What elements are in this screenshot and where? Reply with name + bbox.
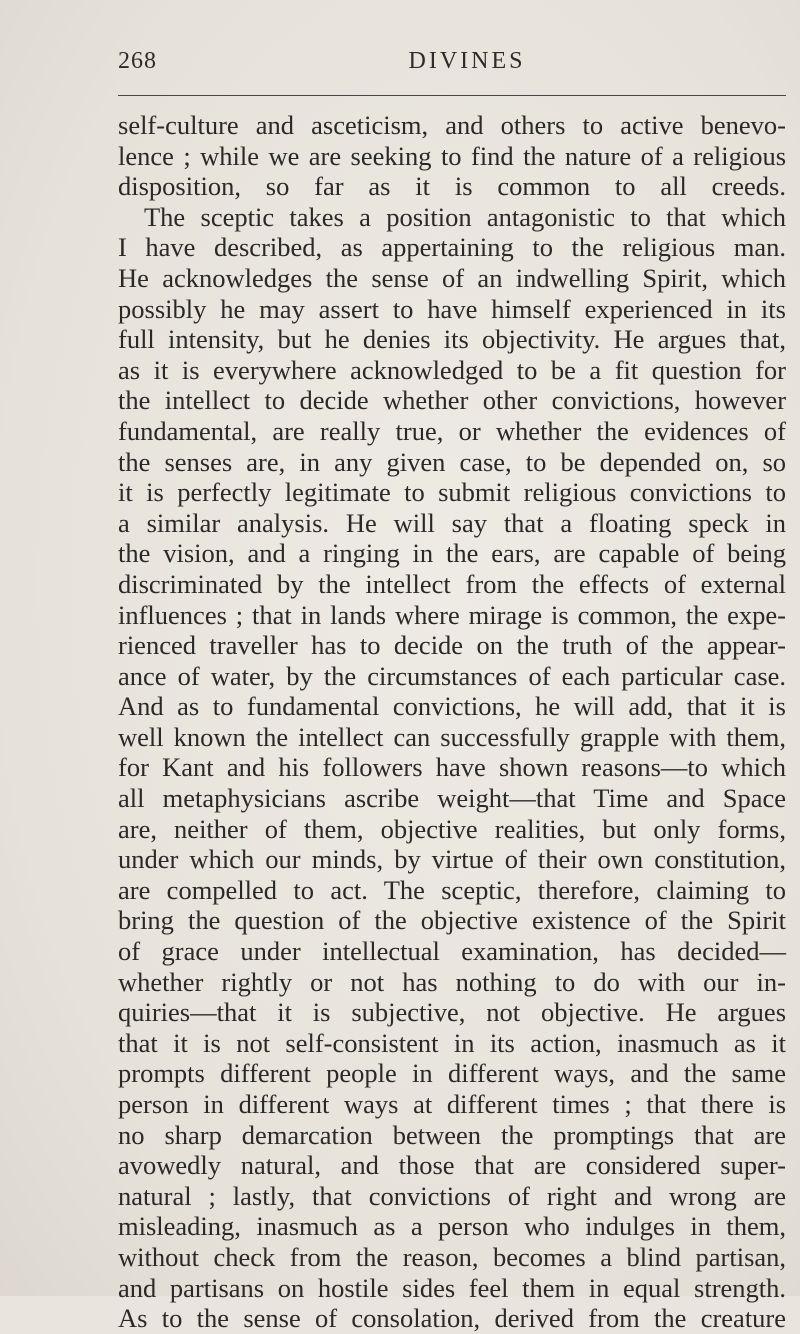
text-line: whether rightly or not has nothing to do with our in-: [118, 966, 786, 997]
text-line: of grace under intellectual examination, has decided—: [118, 936, 786, 967]
text-line: it is perfectly legitimate to submit religious convictions to: [118, 477, 786, 508]
text-line: fundamental, are really true, or whether the evidences of: [118, 415, 786, 446]
text-line: a similar analysis. He will say that a floating speck in: [118, 507, 787, 538]
text-line: lence ; while we are seeking to find the nature of a religious: [118, 140, 787, 171]
text-line: possibly he may assert to have himself experienced in its: [118, 293, 786, 324]
text-line: for Kant and his followers have shown reasons—to which: [118, 752, 786, 783]
text-line: as it is everywhere acknowledged to be a fit question for: [118, 354, 786, 385]
text-line: the senses are, in any given case, to be depended on, so: [118, 446, 787, 477]
text-line: avowedly natural, and those that are considered super-: [118, 1150, 786, 1181]
text-line: without check from the reason, becomes a blind partisan,: [118, 1241, 787, 1272]
text-line: The sceptic takes a position antagonistic to that which: [144, 201, 786, 232]
text-line: disposition, so far as it is common to all creeds.: [118, 171, 786, 202]
text-line: self-culture and asceticism, and others to active benevo-: [118, 110, 786, 140]
text-line: person in different ways at different times ; that there is: [118, 1089, 787, 1119]
text-line: bring the question of the objective existence of the Spirit: [118, 905, 787, 936]
text-line: As to the sense of consolation, derived from the creature: [118, 1303, 787, 1334]
text-line: no sharp demarcation between the promptings that are: [118, 1119, 787, 1150]
page-number: 268: [118, 48, 157, 74]
text-line: all metaphysicians ascribe weight—that Time and Space: [118, 783, 786, 814]
text-line: natural ; lastly, that convictions of right and wrong are: [118, 1180, 787, 1211]
text-line: quiries—that it is subjective, not objective. He argues: [118, 997, 787, 1028]
text-line: And as to fundamental convictions, he will add, that it is: [118, 691, 786, 722]
text-line: ance of water, by the circumstances of each particular case.: [118, 660, 787, 691]
text-line: discriminated by the intellect from the effects of external: [118, 568, 787, 599]
page-header: [118, 48, 786, 98]
running-title: DIVINES: [408, 48, 526, 74]
header-rule: [118, 95, 786, 96]
text-line: well known the intellect can successfully grapple with them,: [118, 721, 787, 752]
text-line: are, neither of them, objective realities, but only forms,: [118, 813, 786, 844]
text-line: and partisans on hostile sides feel them in equal strength.: [118, 1272, 787, 1303]
body-text: [118, 110, 786, 1334]
text-line: are compelled to act. The sceptic, therefore, claiming to: [118, 874, 787, 905]
text-line: rienced traveller has to decide on the truth of the appear-: [118, 630, 786, 661]
text-line: prompts different people in different ways, and the same: [118, 1058, 786, 1089]
text-line: influences ; that in lands where mirage is common, the expe-: [118, 599, 786, 630]
text-line: I have described, as appertaining to the religious man.: [118, 232, 787, 263]
text-line: full intensity, but he denies its objectivity. He argues that,: [118, 324, 786, 355]
text-line: the vision, and a ringing in the ears, are capable of being: [118, 538, 787, 569]
text-line: misleading, inasmuch as a person who indulges in them,: [118, 1211, 787, 1242]
text-line: under which our minds, by virtue of their own constitution,: [118, 844, 787, 875]
text-line: the intellect to decide whether other convictions, however: [118, 385, 787, 416]
text-line: He acknowledges the sense of an indwelling Spirit, which: [118, 262, 787, 293]
text-line: that it is not self-consistent in its action, inasmuch as it: [118, 1027, 787, 1058]
